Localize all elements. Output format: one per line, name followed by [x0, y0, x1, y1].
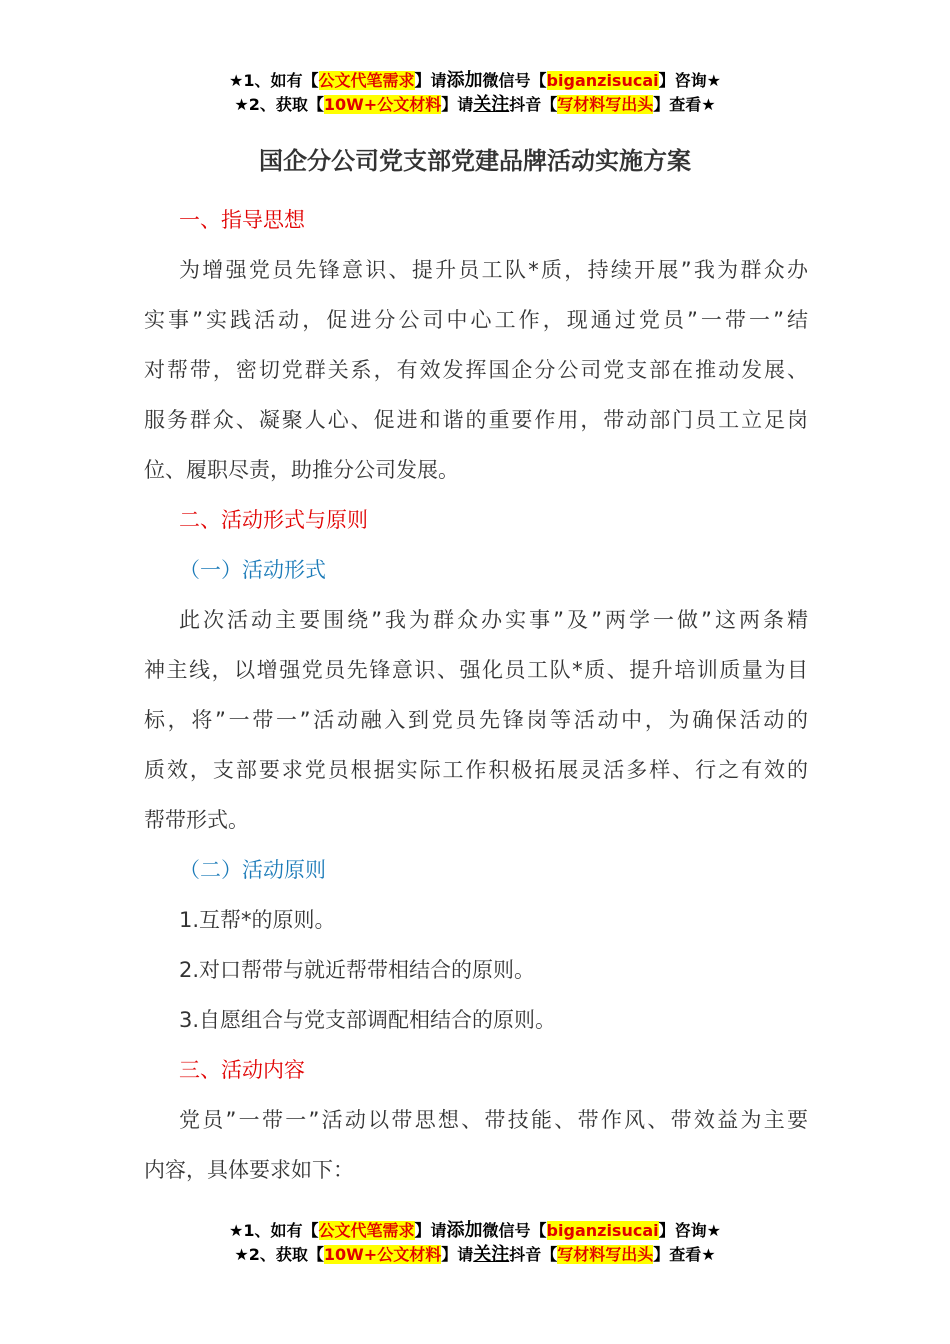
- paragraph-line: 质效，支部要求党员根据实际工作积极拓展灵活多样、行之有效的: [144, 758, 808, 782]
- banner-text: 】咨询★: [658, 71, 721, 90]
- banner-text: 】查看★: [653, 95, 716, 114]
- banner-text: 抖音【: [509, 1245, 558, 1264]
- paragraph-line: 内容，具体要求如下：: [144, 1158, 354, 1182]
- banner-line-2: [0, 1243, 950, 1267]
- heading-activity-content: 三、活动内容: [179, 1058, 305, 1082]
- banner-line-1: [0, 1219, 950, 1243]
- banner-text: 】咨询★: [658, 1221, 721, 1240]
- paragraph-line: 神主线，以增强党员先锋意识、强化员工队*质、提升培训质量为目: [144, 658, 808, 682]
- banner-text: 】请: [441, 95, 474, 114]
- list-item: 3.自愿组合与党支部调配相结合的原则。: [179, 1008, 557, 1032]
- banner-text: 】请: [441, 1245, 474, 1264]
- banner-text: 】请: [414, 71, 447, 90]
- banner-highlight: 10W+公文材料: [323, 95, 442, 114]
- banner-emphasis: 添加: [446, 1220, 483, 1241]
- heading-activity-form-principles: 二、活动形式与原则: [179, 508, 368, 532]
- paragraph-line: 标，将”一带一”活动融入到党员先锋岗等活动中，为确保活动的: [144, 708, 808, 732]
- banner-highlight: 公文代笔需求: [318, 1221, 415, 1240]
- document-title: 国企分公司党支部党建品牌活动实施方案: [259, 147, 691, 175]
- paragraph-line: 党员”一带一”活动以带思想、带技能、带作风、带效益为主要: [179, 1108, 808, 1132]
- banner-text: 微信号【: [482, 1221, 547, 1240]
- document-body: [144, 195, 808, 1195]
- banner-highlight: 写材料写出头: [557, 95, 654, 114]
- paragraph-line: 实事”实践活动，促进分公司中心工作，现通过党员”一带一”结: [144, 308, 808, 332]
- paragraph-line: 对帮带，密切党群关系，有效发挥国企分公司党支部在推动发展、: [144, 358, 808, 382]
- banner-line-2: [0, 93, 950, 117]
- list-item: 2.对口帮带与就近帮带相结合的原则。: [179, 958, 536, 982]
- banner-highlight: biganzisucai: [546, 71, 659, 90]
- banner-emphasis: 关注: [473, 94, 510, 115]
- banner-text: 】请: [414, 1221, 447, 1240]
- paragraph-line: 服务群众、凝聚人心、促进和谐的重要作用，带动部门员工立足岗: [144, 408, 808, 432]
- banner-highlight: 公文代笔需求: [318, 71, 415, 90]
- promo-banner-top: [0, 69, 950, 117]
- banner-text: 】查看★: [653, 1245, 716, 1264]
- banner-text: ★2、获取【: [234, 95, 324, 114]
- banner-line-1: [0, 69, 950, 93]
- banner-text: ★1、如有【: [229, 71, 319, 90]
- list-item: 1.互帮*的原则。: [179, 908, 336, 932]
- banner-highlight: 10W+公文材料: [323, 1245, 442, 1264]
- paragraph-line: 此次活动主要围绕”我为群众办实事”及”两学一做”这两条精: [179, 608, 808, 632]
- banner-highlight: 写材料写出头: [557, 1245, 654, 1264]
- paragraph-line: 帮带形式。: [144, 808, 249, 832]
- banner-text: ★1、如有【: [229, 1221, 319, 1240]
- banner-emphasis: 添加: [446, 70, 483, 91]
- banner-text: 抖音【: [509, 95, 558, 114]
- paragraph-line: 位、履职尽责，助推分公司发展。: [144, 458, 459, 482]
- paragraph-line: 为增强党员先锋意识、提升员工队*质，持续开展”我为群众办: [179, 258, 808, 282]
- banner-text: ★2、获取【: [234, 1245, 324, 1264]
- banner-text: 微信号【: [482, 71, 547, 90]
- heading-guiding-ideology: 一、指导思想: [179, 208, 305, 232]
- banner-highlight: biganzisucai: [546, 1221, 659, 1240]
- promo-banner-bottom: [0, 1219, 950, 1267]
- subheading-activity-principles: （二）活动原则: [179, 858, 326, 882]
- banner-emphasis: 关注: [473, 1244, 510, 1265]
- subheading-activity-form: （一）活动形式: [179, 558, 326, 582]
